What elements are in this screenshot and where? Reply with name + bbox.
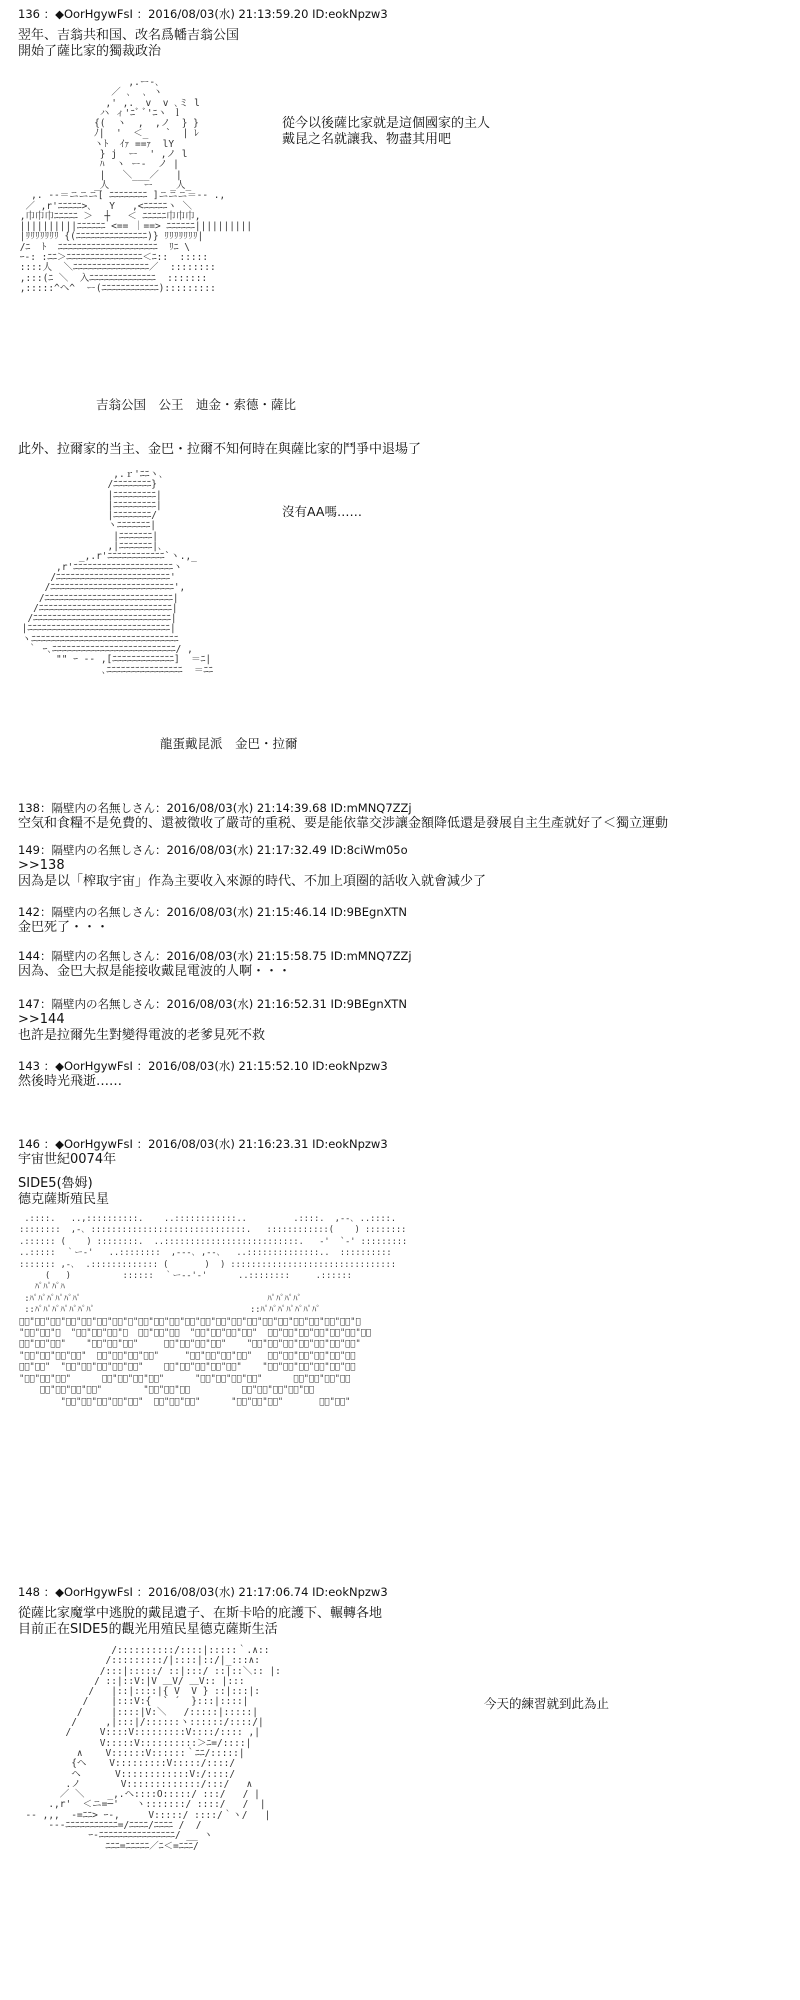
post-line: 目前正在SIDE5的觀光用殖民星德克薩斯生活 <box>18 1622 278 1637</box>
speech-line: 從今以後薩比家就是這個國家的主人 <box>282 116 491 131</box>
post-line: 因為、金巴大叔是能接收戴昆電波的人啊・・・ <box>18 964 292 979</box>
post-header: 136 ：◆OorHgywFsI ：2016/08/03(水) 21:13:59.20 ID:eokNpzw3 <box>18 7 388 21</box>
ascii-art-colony: .::::. ..,::::::::::. ..::::::::::::.. .::::. ,--､ ..::::. :::::::: ,-､ ::::::::::::::::::::::::::::::. ::::::::::::( ) :::::::: .:::::: ( ) ::::::::. ..::::::::::::::::::::::::::. ‐' `-' ::::::::: ..::::: ｀ー-' ..:::::::: ,-‐-､ ,--､ ..::::::::::::::.. :::::::::: ::::::: ,-､ .::::::::::::: ( ) ) :::::::::::::::::::::::::::::::: ( ) :::::: ｀ー-‐'‐' ..:::::::: .:::::: ﾊﾟﾊﾟﾊﾟﾊ :ﾊﾟﾊﾟﾊﾟﾊﾟﾊﾟﾊﾟ ﾊﾟﾊﾟﾊﾟﾊﾟ ::ﾊﾟﾊﾟﾊﾟﾊﾟﾊﾟﾊﾟﾊﾟ ::ﾊﾟﾊﾟﾊﾟﾊﾟﾊﾟﾊﾟﾊﾟ ﾞﾞ"ﾞﾞ"ﾞﾞ"ﾞﾞ"ﾞﾞ"ﾞﾞ"ﾞﾞ"ﾞ"ﾞﾞ"ﾞﾞ"ﾞﾞ"ﾞﾞ"ﾞﾞ"ﾞﾞ"ﾞﾞ"ﾞﾞ"ﾞﾞ"ﾞﾞ"ﾞﾞ"ﾞﾞ"ﾞﾞ"ﾞﾞ"ﾞ "ﾞﾞ"ﾞﾞ"ﾞ "ﾞﾞ"ﾞﾞ"ﾞﾞ"ﾞ ﾞﾞ"ﾞﾞ"ﾞﾞ "ﾞﾞ"ﾞﾞ"ﾞﾞ"ﾞﾞ" ﾞﾞ"ﾞﾞ"ﾞﾞ"ﾞﾞ"ﾞﾞ"ﾞﾞ"ﾞﾞ ﾞﾞ"ﾞﾞ"ﾞﾞ" "ﾞﾞ"ﾞﾞ"ﾞﾞ" ﾞﾞ"ﾞﾞ"ﾞﾞ"ﾞﾞ" "ﾞﾞ"ﾞﾞ"ﾞﾞ"ﾞﾞ"ﾞﾞ"ﾞﾞ"ﾞﾞ" "ﾞﾞ"ﾞﾞ"ﾞﾞ"ﾞﾞ" ﾞﾞ"ﾞﾞ"ﾞﾞ"ﾞﾞ" "ﾞﾞ"ﾞﾞ"ﾞﾞ"ﾞﾞ" ﾞﾞ"ﾞﾞ"ﾞﾞ"ﾞﾞ"ﾞﾞ"ﾞﾞ ﾞﾞ"ﾞﾞ" "ﾞﾞ"ﾞﾞ"ﾞﾞ"ﾞﾞ"ﾞﾞ" ﾞﾞ"ﾞﾞ"ﾞﾞ"ﾞﾞ"ﾞﾞ" "ﾞﾞ"ﾞﾞ"ﾞﾞ"ﾞﾞ"ﾞﾞ"ﾞﾞ "ﾞﾞ"ﾞﾞ"ﾞﾞ" ﾞﾞ"ﾞﾞ"ﾞﾞ"ﾞﾞ" "ﾞﾞ"ﾞﾞ"ﾞﾞ"ﾞﾞ" ﾞﾞ"ﾞﾞ"ﾞﾞ"ﾞﾞ ﾞﾞ"ﾞﾞ"ﾞﾞ"ﾞﾞ" "ﾞﾞ"ﾞﾞ"ﾞﾞ ﾞﾞ"ﾞﾞ"ﾞﾞ"ﾞﾞ"ﾞﾞ "ﾞﾞ"ﾞﾞ"ﾞﾞ"ﾞﾞ"ﾞﾞ" ﾞﾞ"ﾞﾞ"ﾞﾞ" "ﾞﾞ"ﾞﾞ"ﾞﾞ" ﾞﾞ"ﾞﾞ" <box>14 1214 408 1407</box>
post-136 <box>18 6 388 60</box>
post-line <box>18 1168 388 1176</box>
post-header: 149：隔壁内の名無しさん：2016/08/03(水) 21:17:32.49 ID:8ciWm05o <box>18 843 408 857</box>
post-line: 因為是以「榨取宇宙」作為主要收入來源的時代、不加上項圈的話收入就會減少了 <box>18 874 487 889</box>
post-line: 德克薩斯殖民星 <box>18 1192 110 1207</box>
art-caption: 龍蛋戴昆派 金巴・拉爾 <box>160 736 298 751</box>
post-header: 144：隔壁内の名無しさん：2016/08/03(水) 21:15:58.75 ID:mMNQ7ZZj <box>18 949 412 963</box>
reply-142 <box>18 904 407 936</box>
reply-144 <box>18 948 412 980</box>
ascii-art-gimba: ,.ｒ'ﾆﾆヽ､ /ﾆﾆﾆﾆﾆﾆﾆﾆ} |ﾆﾆﾆﾆﾆﾆﾆﾆﾆ| |ﾆﾆﾆﾆﾆﾆﾆﾆﾆ| |ﾆﾆﾆﾆﾆﾆﾆﾆ/ ヽﾆﾆﾆﾆﾆﾆﾆ| |ﾆﾆﾆﾆﾆﾆﾆ| ,|ﾆﾆﾆﾆﾆﾆﾆ|､ _,.r'ﾆﾆﾆﾆﾆﾆﾆﾆﾆﾆﾆﾆ`ヽ.,_ ,r'ﾆﾆﾆﾆﾆﾆﾆﾆﾆﾆﾆﾆﾆﾆﾆﾆﾆﾆﾆﾆﾆヽ /ﾆﾆﾆﾆﾆﾆﾆﾆﾆﾆﾆﾆﾆﾆﾆﾆﾆﾆﾆﾆﾆﾆﾆﾆ' /ﾆﾆﾆﾆﾆﾆﾆﾆﾆﾆﾆﾆﾆﾆﾆﾆﾆﾆﾆﾆﾆﾆﾆﾆﾆﾆ', /ﾆﾆﾆﾆﾆﾆﾆﾆﾆﾆﾆﾆﾆﾆﾆﾆﾆﾆﾆﾆﾆﾆﾆﾆﾆﾆﾆ| /ﾆﾆﾆﾆﾆﾆﾆﾆﾆﾆﾆﾆﾆﾆﾆﾆﾆﾆﾆﾆﾆﾆﾆﾆﾆﾆﾆﾆ| /ﾆﾆﾆﾆﾆﾆﾆﾆﾆﾆﾆﾆﾆﾆﾆﾆﾆﾆﾆﾆﾆﾆﾆﾆﾆﾆﾆﾆﾆ| |ﾆﾆﾆﾆﾆﾆﾆﾆﾆﾆﾆﾆﾆﾆﾆﾆﾆﾆﾆﾆﾆﾆﾆﾆﾆﾆﾆﾆﾆﾆ| ヽﾆﾆﾆﾆﾆﾆﾆﾆﾆﾆﾆﾆﾆﾆﾆﾆﾆﾆﾆﾆﾆﾆﾆﾆﾆﾆﾆﾆﾆﾆﾆ ｀ ｰ､ﾆﾆﾆﾆﾆﾆﾆﾆﾆﾆﾆﾆﾆﾆﾆﾆﾆﾆﾆﾆﾆﾆﾆﾆﾆﾆ/ , "" ｰ -- ,[ﾆﾆﾆﾆﾆﾆﾆﾆﾆﾆﾆﾆﾆ] ＝ﾆ| ､ﾆﾆﾆﾆﾆﾆﾆﾆﾆﾆﾆﾆﾆﾆﾆﾆ ＝ﾆﾆ <box>21 469 213 676</box>
reply-anchor-link[interactable]: >>138 <box>18 858 65 873</box>
ascii-art-degwin: ,.ー-､ ／ ､ ､ ヽ ,' ,. v v ､ミ l ハ ィ'ﾆﾞ ﾞ'ﾆヽ ｌ {( ヽ , ,ノ } } ﾉ| ' ＜_ ` | ﾚ ヽﾄ ｲｧ ==ｧ lY } j ー ' ,ノ l ﾊ ヽ ー- ノ | | ＼___／ | _人 ー _人_ ,. -‐＝ニニニ[ ﾆﾆﾆﾆﾆﾆﾆﾆ ]ニニニ＝‐- ., ／ ,r'ﾆﾆﾆﾆﾆ>､ Y ,<ﾆﾆﾆﾆﾆヽ ＼ ,巾巾巾ﾆﾆﾆﾆﾆ ＞ ┼ ＜ ﾆﾆﾆﾆﾆ巾巾巾, ||||||||||ﾆﾆﾆﾆﾆﾆ <== ｜==> ﾆﾆﾆﾆﾆﾆ|||||||||| |ﾘﾘﾘﾘﾘﾘﾘ {(ﾆﾆﾆﾆﾆﾆﾆﾆﾆﾆﾆﾆﾆﾆﾆ)} ﾘﾘﾘﾘﾘﾘﾘ| /ﾆ ﾄ ﾆﾆﾆﾆﾆﾆﾆﾆﾆﾆﾆﾆﾆﾆﾆﾆﾆﾆﾆﾆﾆ ﾘﾆ \ ｰ-: :ﾆﾆ＞ﾆﾆﾆﾆﾆﾆﾆﾆﾆﾆﾆﾆﾆﾆﾆﾆ＜ﾆ:: ::::: ::::人 ＼ﾆﾆﾆﾆﾆﾆﾆﾆﾆﾆﾆﾆﾆﾆﾆﾆ／ :::::::: ,:::(ﾆ ＼ 入ﾆﾆﾆﾆﾆﾆﾆﾆﾆﾆﾆﾆﾆﾆ ::::::: ,:::::^ヘ^ ー(ﾆﾆﾆﾆﾆﾆﾆﾆﾆﾆﾆﾆ)::::::::: <box>19 77 253 294</box>
reply-149 <box>18 842 486 890</box>
post-146 <box>18 1136 388 1208</box>
speech-gimba: 沒有AA嗎…… <box>282 504 362 519</box>
post-line: 金巴死了・・・ <box>18 920 110 935</box>
speech-dakun: 今天的練習就到此為止 <box>484 1696 610 1711</box>
ascii-art-dakun: /::::::::::/::::|:::::｀.∧:: /:::::::::/|::::|::/|_:::∧: /:::|:::::/ ::|:::/ ::|::＼:: |: / ::|::V:|V ＿V/ ＿V:: |::: / |::|::::|{ V V } ::|:::|: / |:::V:{ ` ´ }:::|::::| / |::::|V:＼ /:::::|:::::| / ,|:::|/::::::ヽ::::::/::::/| / V::::V:::::::::V::::/:::: ,| V:::::V::::::::::＞ﾆ=/::::| ∧ V::::::V::::::｀ﾆﾆ/:::::| {ヘ V:::::::::V:::::/::::/ ヘ V::::::::::::V:/::::/ .ノ V:::::::::::::/:::/ ∧ ／ ＼ _,.ヘ::::O:::::/ :::/ / | .,r' ＜ニ=─' ヽ:::::::/ ::::/ / | ‐- ,,, -=ﾆﾆ> ｰ-, V:::::/ ::::/｀ヽ/ | ‐--ﾆﾆﾆﾆﾆﾆﾆﾆﾆﾆﾆ=/ﾆﾆﾆﾆ/ﾆﾆﾆﾆ / / ｰ‐ﾆﾆﾆﾆﾆﾆﾆﾆﾆﾆﾆﾆﾆﾆﾆﾆ/ __ ヽ ﾆﾆﾆ=ﾆﾆﾆﾆﾆ／ﾆ＜=ﾆﾆﾆ/ <box>25 1645 281 1852</box>
post-header: 138：隔壁内の名無しさん：2016/08/03(水) 21:14:39.68 ID:mMNQ7ZZj <box>18 801 412 815</box>
post-line: 然後時光飛逝…… <box>18 1074 123 1089</box>
post-line: SIDE5(魯姆) <box>18 1176 93 1191</box>
post-header: 143 ：◆OorHgywFsI ：2016/08/03(水) 21:15:52.10 ID:eokNpzw3 <box>18 1059 388 1073</box>
post-line: 開始了薩比家的獨裁政治 <box>18 44 162 59</box>
post-line: 也許是拉爾先生對變得電波的老爹見死不救 <box>18 1028 266 1043</box>
post-line: 從薩比家魔掌中逃脫的戴昆遺子、在斯卡哈的庇護下、輾轉各地 <box>18 1606 383 1621</box>
speech-line: 戴昆之名就讓我、物盡其用吧 <box>282 132 452 147</box>
post-header: 148 ：◆OorHgywFsI ：2016/08/03(水) 21:17:06.74 ID:eokNpzw3 <box>18 1585 388 1599</box>
post-header: 146 ：◆OorHgywFsI ：2016/08/03(水) 21:16:23.31 ID:eokNpzw3 <box>18 1137 388 1151</box>
post-line: 宇宙世紀0074年 <box>18 1152 117 1167</box>
reply-anchor-link[interactable]: >>144 <box>18 1012 65 1027</box>
post-143 <box>18 1058 388 1090</box>
speech-degwin <box>282 116 490 148</box>
art-caption: 吉翁公国 公王 迪金・索德・薩比 <box>96 397 297 412</box>
post-line: 空気和食糧不是免費的、還被徵收了嚴苛的重税、要是能依靠交涉讓金額降低還是發展自主生產就好了＜獨立運動 <box>18 816 669 831</box>
post-148 <box>18 1584 388 1638</box>
reply-138 <box>18 800 668 832</box>
post-header: 142：隔壁内の名無しさん：2016/08/03(水) 21:15:46.14 ID:9BEgnXTN <box>18 905 407 919</box>
post-line: 翌年、吉翁共和国、改名爲幡吉翁公国 <box>18 28 240 43</box>
post-header: 147：隔壁内の名無しさん：2016/08/03(水) 21:16:52.31 ID:9BEgnXTN <box>18 997 407 1011</box>
reply-147 <box>18 996 407 1044</box>
post-line: 此外、拉爾家的当主、金巴・拉爾不知何時在與薩比家的鬥爭中退場了 <box>18 442 422 457</box>
